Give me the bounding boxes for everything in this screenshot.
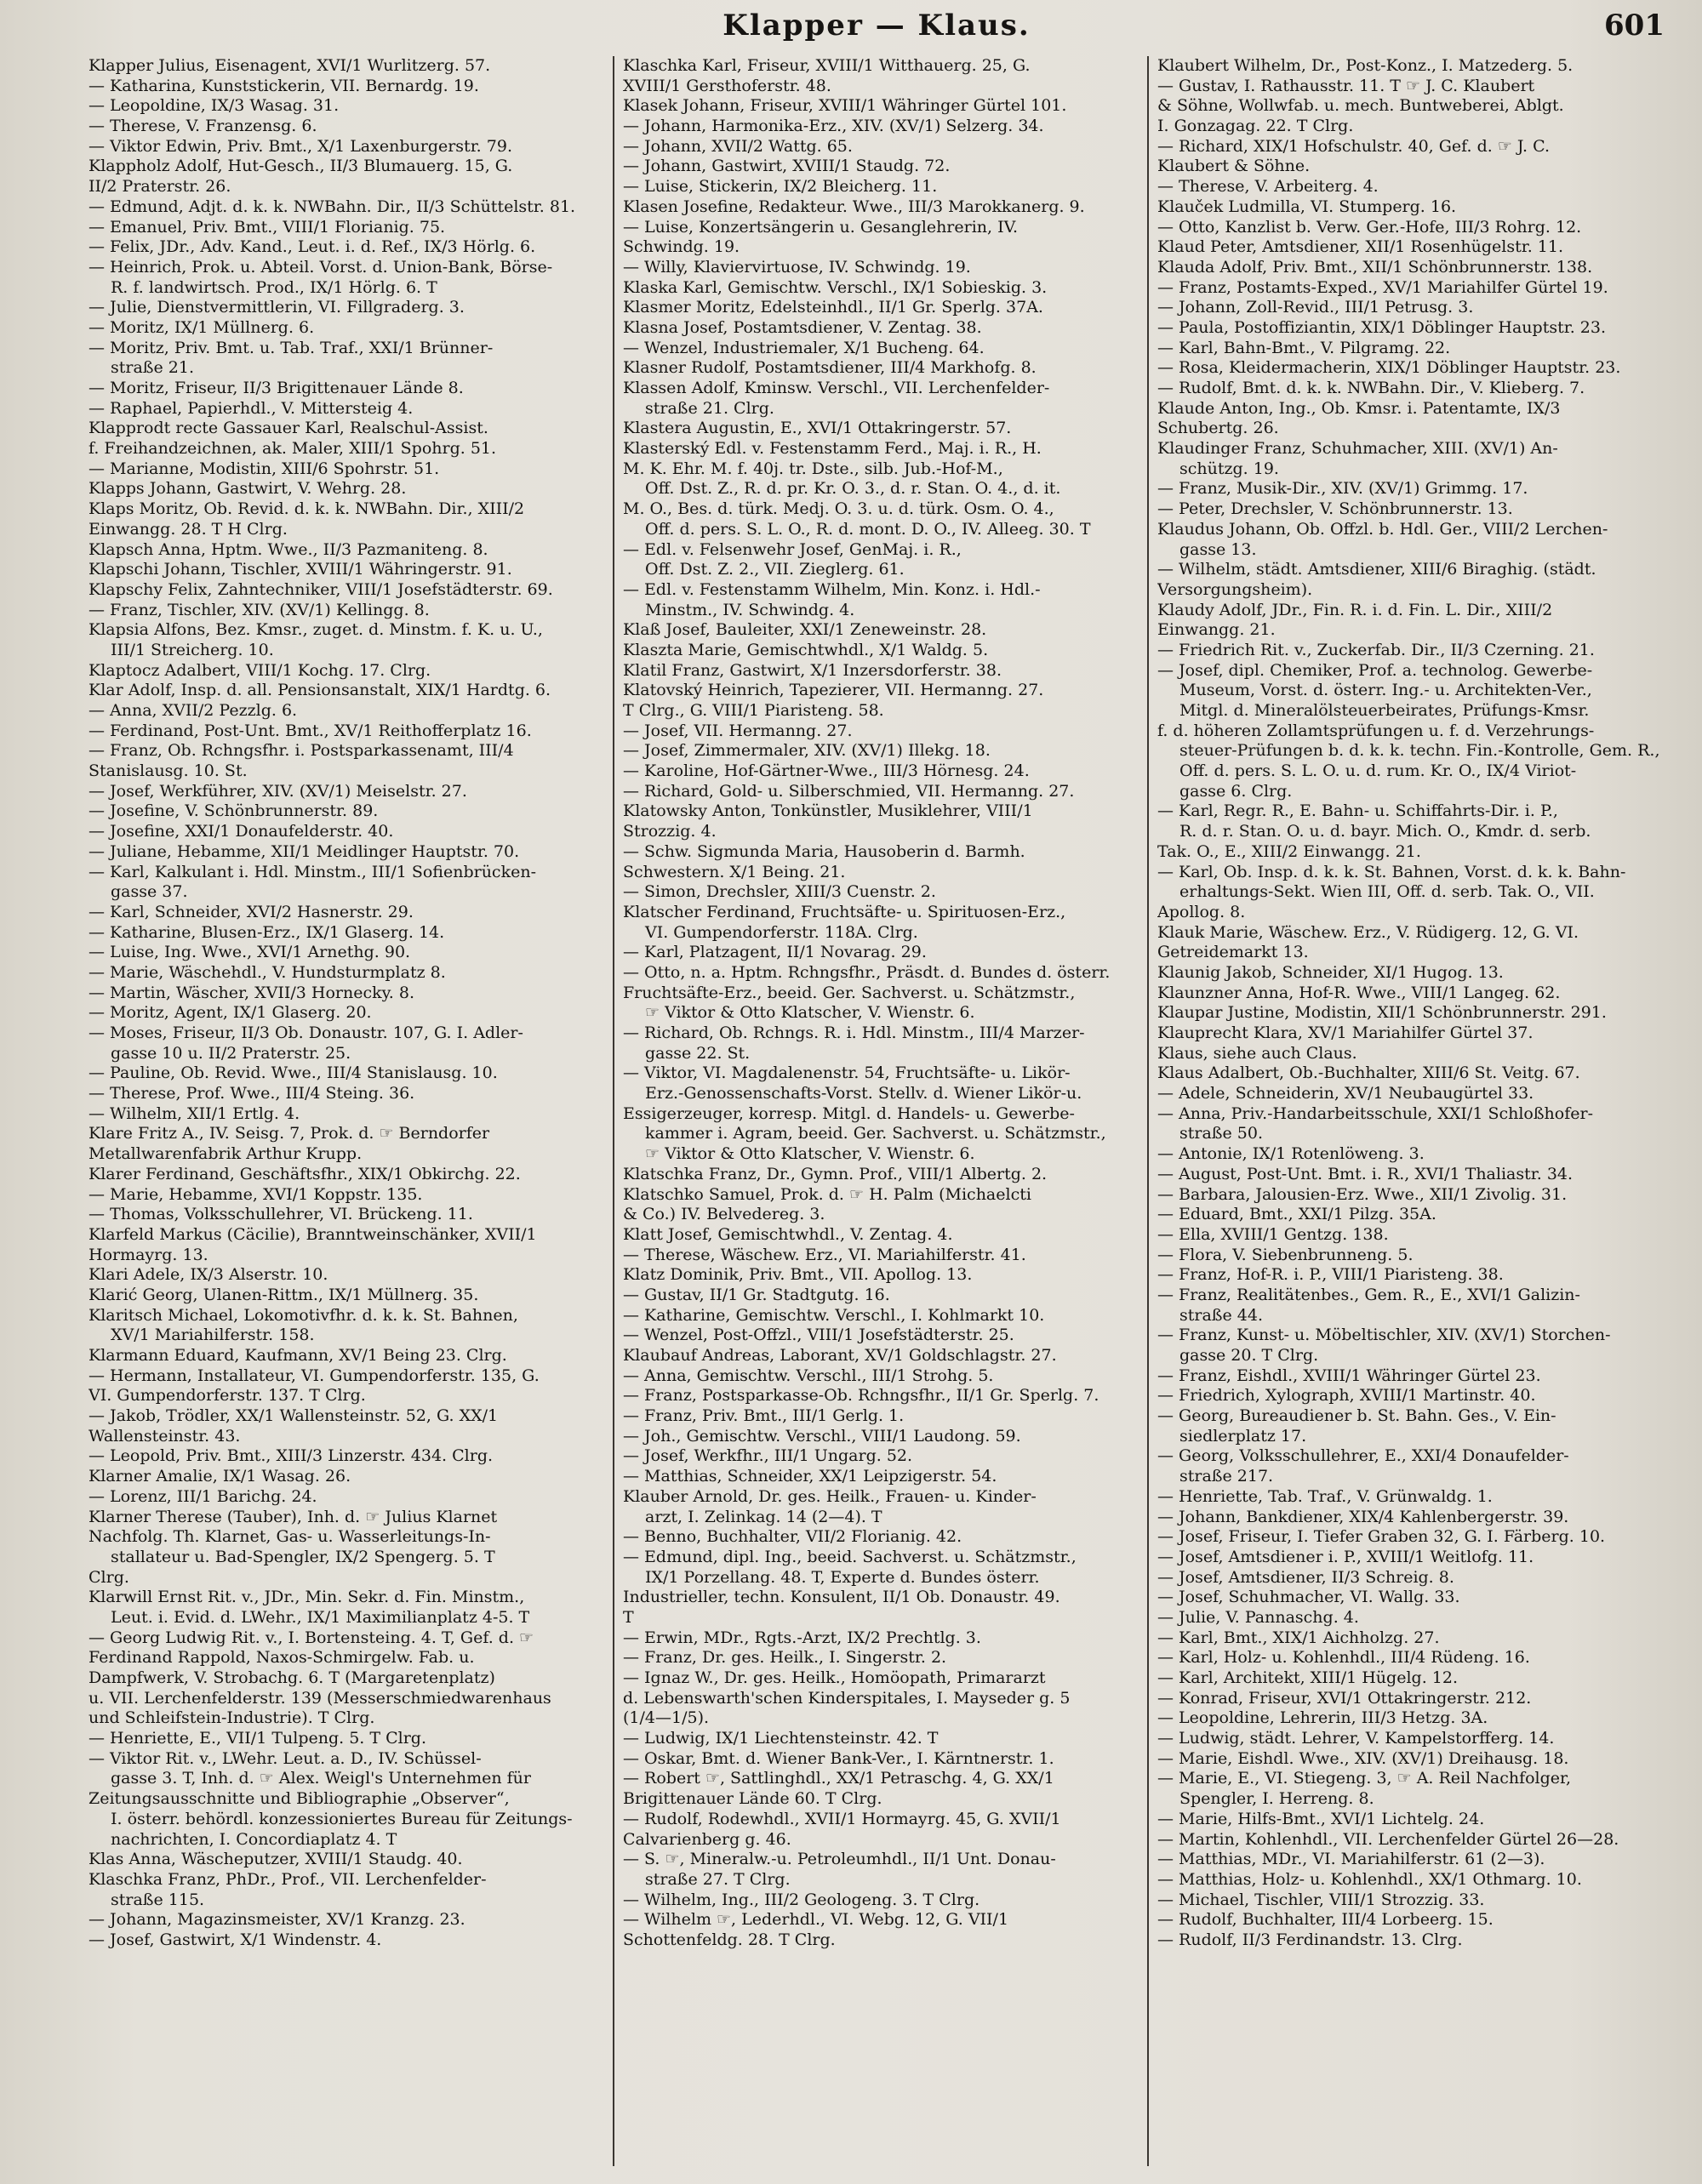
directory-entry-line: — Wilhelm, Ing., III/2 Geologeng. 3. T Clrg. — [623, 1890, 980, 1909]
directory-entry-line: — Juliane, Hebamme, XII/1 Meidlinger Hauptstr. 70. — [89, 841, 520, 861]
directory-entry-line: Wallensteinstr. 43. — [89, 1426, 241, 1446]
directory-entry-line: — Adele, Schneiderin, XV/1 Neubaugürtel 33. — [1157, 1084, 1534, 1103]
directory-entry-line: — Therese, V. Franzensg. 6. — [89, 117, 317, 136]
running-head: Klapper — Klaus. — [722, 9, 1031, 43]
directory-entry-line: — Matthias, MDr., VI. Mariahilferstr. 61 (2—3). — [1157, 1850, 1545, 1869]
directory-entry-line: — Lorenz, III/1 Barichg. 24. — [89, 1486, 317, 1506]
directory-entry-line: — Karl, Bmt., XIX/1 Aichholzg. 27. — [1157, 1628, 1440, 1647]
directory-entry-line: — Franz, Ob. Rchngsfhr. i. Postsparkassenamt, III/4 — [89, 741, 514, 761]
directory-entry-line: R. f. landwirtsch. Prod., IX/1 Hörlg. 6. T — [111, 277, 437, 297]
directory-entry-line: Brigittenauer Lände 60. T Clrg. — [623, 1789, 882, 1809]
directory-entry-line: — Josef, Friseur, I. Tiefer Graben 32, G. I. Färberg. 10. — [1157, 1527, 1606, 1547]
directory-entry-line: — Franz, Eishdl., XVIII/1 Währinger Gürtel 23. — [1157, 1366, 1541, 1385]
directory-entry-line: f. Freihandzeichnen, ak. Maler, XIII/1 Spohrg. 51. — [89, 439, 497, 459]
directory-entry-line: — Edmund, Adjt. d. k. k. NWBahn. Dir., II/3 Schüttelstr. 81. — [89, 197, 576, 216]
directory-entry-line: — Wilhelm, XII/1 Ertlg. 4. — [89, 1103, 300, 1123]
directory-entry-line: — Konrad, Friseur, XVI/1 Ottakringerstr. 212. — [1157, 1688, 1532, 1708]
directory-entry-line: Klaß Josef, Bauleiter, XXI/1 Zeneweinstr. 28. — [623, 620, 987, 640]
directory-entry-line: — Josefine, XXI/1 Donaufelderstr. 40. — [89, 822, 394, 841]
directory-entry-line: gasse 13. — [1179, 539, 1257, 559]
directory-entry-line: — Friedrich Rit. v., Zuckerfab. Dir., II/3 Czerning. 21. — [1157, 640, 1595, 659]
directory-entry-line: Dampfwerk, V. Strobachg. 6. T (Margaretenplatz) — [89, 1668, 495, 1687]
directory-entry-line: — Erwin, MDr., Rgts.-Arzt, IX/2 Prechtlg. 3. — [623, 1628, 981, 1647]
directory-entry-line: Klapschi Johann, Tischler, XVIII/1 Währingerstr. 91. — [89, 560, 512, 579]
directory-entry-line: — Moritz, Friseur, II/3 Brigittenauer Lände 8. — [89, 379, 464, 397]
directory-entry-line: M. K. Ehr. M. f. 40j. tr. Dste., silb. Jub.-Hof-M., — [623, 459, 1003, 478]
directory-entry-line: Einwangg. 21. — [1157, 620, 1276, 640]
directory-entry-line: — Heinrich, Prok. u. Abteil. Vorst. d. Union-Bank, Börse- — [89, 257, 553, 277]
directory-entry-line: R. d. r. Stan. O. u. d. bayr. Mich. O., Kmdr. d. serb. — [1179, 822, 1591, 841]
directory-entry-line: — Luise, Konzertsängerin u. Gesanglehrerin, IV. — [623, 217, 1019, 237]
directory-entry-line: — Rudolf, Buchhalter, III/4 Lorbeerg. 15. — [1157, 1910, 1494, 1930]
columns — [89, 56, 1676, 2175]
directory-entry-line: — Anna, Priv.-Handarbeitsschule, XXI/1 Schloßhofer- — [1157, 1103, 1594, 1123]
directory-entry-line: — Georg, Volksschullehrer, E., XXI/4 Donaufelder- — [1157, 1446, 1569, 1466]
directory-entry-line: — Otto, Kanzlist b. Verw. Ger.-Hofe, III/3 Rohrg. 12. — [1157, 217, 1582, 237]
directory-entry-line: — Hermann, Installateur, VI. Gumpendorferstr. 135, G. — [89, 1366, 540, 1385]
directory-entry-line: — Karl, Regr. R., E. Bahn- u. Schiffahrts-Dir. i. P., — [1157, 801, 1558, 821]
directory-entry-line: — Josefine, V. Schönbrunnerstr. 89. — [89, 801, 379, 821]
directory-entry-line: Klaska Karl, Gemischtw. Verschl., IX/1 Sobieskig. 3. — [623, 277, 1048, 297]
directory-entry-line: — Franz, Postamts-Exped., XV/1 Mariahilfer Gürtel 19. — [1157, 277, 1608, 297]
directory-entry-line: — Josef, dipl. Chemiker, Prof. a. technolog. Gewerbe- — [1157, 660, 1593, 680]
directory-entry-line: — Ludwig, städt. Lehrer, V. Kampelstorfferg. 14. — [1157, 1729, 1555, 1748]
directory-entry-line: — Josef, Gastwirt, X/1 Windenstr. 4. — [89, 1930, 382, 1949]
directory-entry-line: — Josef, Zimmermaler, XIV. (XV/1) Illekg. 18. — [623, 741, 991, 761]
directory-entry-line: — Jakob, Trödler, XX/1 Wallensteinstr. 52, G. XX/1 — [89, 1406, 499, 1426]
directory-entry-line: Leut. i. Evid. d. LWehr., IX/1 Maximilianplatz 4-5. T — [111, 1607, 530, 1627]
directory-entry-line: Klaritsch Michael, Lokomotivfhr. d. k. k. St. Bahnen, — [89, 1305, 518, 1325]
directory-entry-line: XV/1 Mariahilferstr. 158. — [111, 1326, 315, 1345]
directory-entry-line: — Richard, Ob. Rchngs. R. i. Hdl. Minstm., III/4 Marzer- — [623, 1024, 1085, 1042]
directory-entry-line: Hormayrg. 13. — [89, 1245, 208, 1264]
directory-entry-line: Schwestern. X/1 Being. 21. — [623, 862, 846, 881]
directory-entry-line: — Josef, Amtsdiener, II/3 Schreig. 8. — [1157, 1567, 1454, 1587]
directory-entry-line: straße 217. — [1179, 1467, 1274, 1486]
directory-entry-line: — Leopoldine, Lehrerin, III/3 Hetzg. 3A. — [1157, 1708, 1488, 1728]
directory-entry-line: f. d. höheren Zollamtsprüfungen u. f. d. Verzehrungs- — [1157, 721, 1595, 740]
directory-entry-line: Klapps Johann, Gastwirt, V. Wehrg. 28. — [89, 479, 407, 499]
directory-entry-line: Klatovský Heinrich, Tapezierer, VII. Hermanng. 27. — [623, 681, 1044, 700]
directory-entry-line: gasse 37. — [111, 882, 188, 902]
directory-entry-line: Klaus Adalbert, Ob.-Buchhalter, XIII/6 St. Veitg. 67. — [1157, 1063, 1580, 1083]
directory-entry-line: Klaubert & Söhne. — [1157, 157, 1311, 176]
column-right — [1157, 56, 1668, 2175]
directory-entry-line: — Anna, XVII/2 Pezzlg. 6. — [89, 701, 298, 720]
directory-entry-line: nachrichten, I. Concordiaplatz 4. T — [111, 1829, 397, 1849]
directory-entry-line: Zeitungsausschnitte und Bibliographie „Observer“, — [89, 1789, 510, 1809]
directory-entry-line: — Robert ☞, Sattlinghdl., XX/1 Petraschg. 4, G. XX/1 — [623, 1769, 1054, 1788]
directory-entry-line: siedlerplatz 17. — [1179, 1426, 1307, 1446]
directory-entry-line: gasse 10 u. II/2 Praterstr. 25. — [111, 1043, 351, 1063]
directory-entry-line: — Wenzel, Industriemaler, X/1 Bucheng. 64. — [623, 338, 985, 357]
directory-entry-line: (1/4—1/5). — [623, 1708, 710, 1728]
directory-entry-line: — Therese, Prof. Wwe., III/4 Steing. 36. — [89, 1084, 415, 1103]
directory-entry-line: T — [623, 1607, 634, 1627]
directory-entry-line: — Moritz, IX/1 Müllnerg. 6. — [89, 317, 315, 337]
directory-entry-line: — Moritz, Agent, IX/1 Glaserg. 20. — [89, 1003, 372, 1023]
directory-entry-line: — Johann, XVII/2 Wattg. 65. — [623, 136, 853, 156]
directory-entry-line: Klaupar Justine, Modistin, XII/1 Schönbrunnerstr. 291. — [1157, 1003, 1607, 1023]
directory-entry-line: Klare Fritz A., IV. Seisg. 7, Prok. d. ☞ Berndorfer — [89, 1124, 490, 1143]
directory-entry-line: — Karl, Platzagent, II/1 Novarag. 29. — [623, 943, 927, 962]
directory-entry-line: Klaudus Johann, Ob. Offzl. b. Hdl. Ger., VIII/2 Lerchen- — [1157, 519, 1608, 539]
directory-entry-line: Klari Adele, IX/3 Alserstr. 10. — [89, 1265, 328, 1285]
directory-entry-line: I. Gonzagag. 22. T Clrg. — [1157, 117, 1354, 136]
directory-entry-line: — Schw. Sigmunda Maria, Hausoberin d. Barmh. — [623, 841, 1025, 861]
directory-entry-line: Schubertg. 26. — [1157, 419, 1279, 438]
directory-entry-line: Fruchtsäfte-Erz., beeid. Ger. Sachverst. u. Schätzmstr., — [623, 983, 1076, 1002]
directory-entry-line: Klaude Anton, Ing., Ob. Kmsr. i. Patentamte, IX/3 — [1157, 398, 1561, 418]
directory-entry-line: straße 44. — [1179, 1305, 1263, 1325]
directory-entry-line: — Franz, Postsparkasse-Ob. Rchngsfhr., II/1 Gr. Sperlg. 7. — [623, 1386, 1099, 1406]
directory-entry-line: gasse 20. T Clrg. — [1179, 1346, 1319, 1365]
directory-entry-line: Klapschy Felix, Zahntechniker, VIII/1 Josefstädterstr. 69. — [89, 579, 553, 599]
directory-entry-line: — Karl, Schneider, XVI/2 Hasnerstr. 29. — [89, 902, 414, 921]
directory-entry-line: Klaudy Adolf, JDr., Fin. R. i. d. Fin. L. Dir., XIII/2 — [1157, 600, 1553, 619]
directory-entry-line: — Viktor Rit. v., LWehr. Leut. a. D., IV. Schüssel- — [89, 1748, 482, 1768]
directory-entry-line: Mitgl. d. Mineralölsteuerbeirates, Prüfungs-Kmsr. — [1179, 701, 1590, 720]
directory-entry-line: — Barbara, Jalousien-Erz. Wwe., XII/1 Zivolig. 31. — [1157, 1184, 1568, 1204]
directory-entry-line: — Leopoldine, IX/3 Wasag. 31. — [89, 96, 340, 116]
directory-entry-line: Klaschka Franz, PhDr., Prof., VII. Lerchenfelder- — [89, 1869, 487, 1889]
directory-entry-line: Klatz Dominik, Priv. Bmt., VII. Apollog. 13. — [623, 1265, 973, 1285]
directory-entry-line: Calvarienberg g. 46. — [623, 1829, 791, 1849]
directory-entry-line: Klasna Josef, Postamtsdiener, V. Zentag. 38. — [623, 317, 982, 337]
directory-entry-line: — Matthias, Holz- u. Kohlenhdl., XX/1 Othmarg. 10. — [1157, 1869, 1582, 1889]
directory-entry-line: — Viktor Edwin, Priv. Bmt., X/1 Laxenburgerstr. 79. — [89, 136, 512, 156]
directory-entry-line: — Johann, Bankdiener, XIX/4 Kahlenbergerstr. 39. — [1157, 1507, 1569, 1526]
directory-entry-line: XVIII/1 Gersthoferstr. 48. — [623, 76, 831, 95]
directory-entry-line: — Wenzel, Post-Offzl., VIII/1 Josefstädterstr. 25. — [623, 1326, 1014, 1345]
directory-entry-line: Klaudinger Franz, Schuhmacher, XIII. (XV/1) An- — [1157, 439, 1558, 459]
directory-entry-line: Off. Dst. Z., R. d. pr. Kr. O. 3., d. r. Stan. O. 4., d. it. — [645, 479, 1061, 499]
column-left — [89, 56, 599, 2175]
directory-entry-line: Klauček Ludmilla, VI. Stumperg. 16. — [1157, 197, 1457, 216]
directory-entry-line: — Josef, VII. Hermanng. 27. — [623, 721, 853, 740]
directory-entry-line: — Ella, XVIII/1 Gentzg. 138. — [1157, 1224, 1389, 1244]
directory-entry-line: — Franz, Realitätenbes., Gem. R., E., XVI/1 Galizin- — [1157, 1285, 1580, 1304]
directory-entry-line: — Rosa, Kleidermacherin, XIX/1 Döblinger Hauptstr. 23. — [1157, 358, 1621, 378]
directory-entry-line: — Katharine, Gemischtw. Verschl., I. Kohlmarkt 10. — [623, 1305, 1045, 1325]
directory-entry-line: Klassen Adolf, Kminsw. Verschl., VII. Lerchenfelder- — [623, 379, 1050, 397]
directory-entry-line: & Söhne, Wollwfab. u. mech. Buntweberei, Ablgt. — [1157, 96, 1564, 116]
directory-entry-line: Klarić Georg, Ulanen-Rittm., IX/1 Müllnerg. 35. — [89, 1285, 479, 1304]
directory-entry-line: Klaunzner Anna, Hof-R. Wwe., VIII/1 Langeg. 62. — [1157, 983, 1561, 1002]
directory-entry-line: Essigerzeuger, korresp. Mitgl. d. Handels- u. Gewerbe- — [623, 1103, 1075, 1123]
directory-entry-line: — Marie, Eishdl. Wwe., XIV. (XV/1) Dreihausg. 18. — [1157, 1748, 1569, 1768]
directory-entry-line: Tak. O., E., XIII/2 Einwangg. 21. — [1157, 841, 1421, 861]
directory-entry-line: — Julie, V. Pannaschg. 4. — [1157, 1607, 1359, 1627]
directory-entry-line: straße 50. — [1179, 1124, 1263, 1143]
directory-entry-line: — Marianne, Modistin, XIII/6 Spohrstr. 51. — [89, 459, 440, 478]
directory-entry-line: Klar Adolf, Insp. d. all. Pensionsanstalt, XIX/1 Hardtg. 6. — [89, 681, 551, 700]
directory-entry-line: Schottenfeldg. 28. T Clrg. — [623, 1930, 836, 1949]
directory-entry-line: — Willy, Klaviervirtuose, IV. Schwindg. 19. — [623, 257, 971, 277]
directory-entry-line: — Matthias, Schneider, XX/1 Leipzigerstr. 54. — [623, 1467, 997, 1486]
directory-entry-line: VI. Gumpendorferstr. 137. T Clrg. — [89, 1386, 366, 1406]
directory-entry-line: — Edmund, dipl. Ing., beeid. Sachverst. u. Schätzmstr., — [623, 1547, 1077, 1566]
directory-entry-line: — Edl. v. Felsenwehr Josef, GenMaj. i. R., — [623, 539, 962, 559]
directory-entry-line: — Luise, Ing. Wwe., XVI/1 Arnethg. 90. — [89, 943, 411, 962]
directory-entry-line: Klauda Adolf, Priv. Bmt., XII/1 Schönbrunnerstr. 138. — [1157, 257, 1593, 277]
directory-entry-line: Klapsia Alfons, Bez. Kmsr., zuget. d. Minstm. f. K. u. U., — [89, 620, 543, 640]
directory-entry-line: Strozzig. 4. — [623, 822, 717, 841]
directory-entry-line: — Franz, Musik-Dir., XIV. (XV/1) Grimmg. 17. — [1157, 479, 1528, 499]
directory-entry-line: Klas Anna, Wäscheputzer, XVIII/1 Staudg. 40. — [89, 1850, 463, 1869]
directory-entry-line: Klarner Amalie, IX/1 Wasag. 26. — [89, 1467, 351, 1486]
directory-entry-line: gasse 22. St. — [645, 1043, 751, 1063]
directory-entry-line: — S. ☞, Mineralw.-u. Petroleumhdl., II/1 Unt. Donau- — [623, 1850, 1056, 1869]
directory-entry-line: — Josef, Schuhmacher, VI. Wallg. 33. — [1157, 1588, 1460, 1607]
directory-entry-line: Klapper Julius, Eisenagent, XVI/1 Wurlitzerg. 57. — [89, 56, 491, 75]
directory-entry-line: — Peter, Drechsler, V. Schönbrunnerstr. 13. — [1157, 499, 1513, 519]
directory-entry-line: — Karl, Holz- u. Kohlenhdl., III/4 Rüdeng. 16. — [1157, 1648, 1530, 1668]
directory-entry-line: — Wilhelm ☞, Lederhdl., VI. Webg. 12, G. VII/1 — [623, 1910, 1009, 1930]
directory-entry-line: Klaptocz Adalbert, VIII/1 Kochg. 17. Clrg. — [89, 660, 431, 680]
directory-entry-line: M. O., Bes. d. türk. Medj. O. 3. u. d. türk. Osm. O. 4., — [623, 499, 1054, 519]
directory-entry-line: — Karoline, Hof-Gärtner-Wwe., III/3 Hörnesg. 24. — [623, 761, 1030, 781]
directory-entry-line: — Viktor, VI. Magdalenenstr. 54, Fruchtsäfte- u. Likör- — [623, 1063, 1071, 1083]
directory-entry-line: arzt, I. Zelinkag. 14 (2—4). T — [645, 1507, 882, 1526]
directory-entry-line: — Franz, Hof-R. i. P., VIII/1 Piaristeng. 38. — [1157, 1265, 1504, 1285]
directory-entry-line: — Flora, V. Siebenbrunneng. 5. — [1157, 1245, 1414, 1264]
directory-entry-line: Getreidemarkt 13. — [1157, 943, 1309, 962]
directory-entry-line: — Georg Ludwig Rit. v., I. Bortensteing. 4. T, Gef. d. ☞ — [89, 1628, 534, 1647]
directory-entry-line: u. VII. Lerchenfelderstr. 139 (Messerschmiedwarenhaus — [89, 1688, 551, 1708]
directory-entry-line: schützg. 19. — [1179, 459, 1279, 478]
directory-entry-line: Nachfolg. Th. Klarnet, Gas- u. Wasserleitungs-In- — [89, 1527, 491, 1547]
directory-entry-line: — Antonie, IX/1 Rotenlöweng. 3. — [1157, 1144, 1425, 1164]
directory-entry-line: Klaubauf Andreas, Laborant, XV/1 Goldschlagstr. 27. — [623, 1346, 1057, 1365]
directory-entry-line: — Franz, Priv. Bmt., III/1 Gerlg. 1. — [623, 1406, 905, 1426]
directory-entry-line: Klauber Arnold, Dr. ges. Heilk., Frauen- u. Kinder- — [623, 1486, 1037, 1506]
directory-entry-line: Off. d. pers. S. L. O., R. d. mont. D. O., IV. Alleeg. 30. T — [645, 519, 1091, 539]
directory-entry-line: Minstm., IV. Schwindg. 4. — [645, 600, 855, 619]
directory-entry-line: — Johann, Gastwirt, XVIII/1 Staudg. 72. — [623, 157, 951, 176]
directory-entry-line: — Johann, Harmonika-Erz., XIV. (XV/1) Selzerg. 34. — [623, 117, 1044, 136]
page-header — [77, 3, 1676, 54]
directory-entry-line: Klauk Marie, Wäschew. Erz., V. Rüdigerg. 12, G. VI. — [1157, 922, 1579, 942]
directory-entry-line: Schwindg. 19. — [623, 237, 740, 257]
directory-entry-line: straße 27. T Clrg. — [645, 1869, 791, 1889]
directory-entry-line: — Leopold, Priv. Bmt., XIII/3 Linzerstr. 434. Clrg. — [89, 1446, 494, 1466]
directory-entry-line: Klarer Ferdinand, Geschäftsfhr., XIX/1 Obkirchg. 22. — [89, 1164, 521, 1183]
directory-entry-line: — Richard, Gold- u. Silberschmied, VII. Hermanng. 27. — [623, 781, 1075, 801]
directory-entry-line: d. Lebenswarth'schen Kinderspitales, I. Mayseder g. 5 — [623, 1688, 1071, 1708]
directory-entry-line: Klapprodt recte Gassauer Karl, Realschul-Assist. — [89, 419, 488, 438]
directory-entry-line: — Michael, Tischler, VIII/1 Strozzig. 33. — [1157, 1890, 1485, 1909]
directory-entry-line: — Therese, Wäschew. Erz., VI. Mariahilferstr. 41. — [623, 1245, 1026, 1264]
directory-entry-line: — Otto, n. a. Hptm. Rchngsfhr., Präsdt. d. Bundes d. österr. — [623, 962, 1111, 982]
directory-entry-line: Klatowsky Anton, Tonkünstler, Musiklehrer, VIII/1 — [623, 801, 1033, 821]
directory-entry-line: — Marie, Wäschehdl., V. Hundsturmplatz 8. — [89, 962, 446, 982]
directory-entry-line: — Benno, Buchhalter, VII/2 Florianig. 42. — [623, 1527, 962, 1547]
directory-entry-line: Klastera Augustin, E., XVI/1 Ottakringerstr. 57. — [623, 419, 1012, 438]
directory-entry-line: — Pauline, Ob. Revid. Wwe., III/4 Stanislausg. 10. — [89, 1063, 498, 1083]
directory-entry-line: — Katharine, Blusen-Erz., IX/1 Glaserg. 14. — [89, 922, 445, 942]
directory-entry-line: Klappholz Adolf, Hut-Gesch., II/3 Blumauerg. 15, G. — [89, 157, 513, 176]
directory-entry-line: — Gustav, II/1 Gr. Stadtgutg. 16. — [623, 1285, 890, 1304]
directory-entry-line: — Henriette, Tab. Traf., V. Grünwaldg. 1. — [1157, 1486, 1493, 1506]
directory-entry-line: straße 21. Clrg. — [645, 398, 774, 418]
directory-entry-line: Spengler, I. Herreng. 8. — [1179, 1789, 1374, 1809]
directory-entry-line: Klaus, siehe auch Claus. — [1157, 1043, 1357, 1063]
directory-entry-line: — Johann, Magazinsmeister, XV/1 Kranzg. 23. — [89, 1910, 465, 1930]
directory-entry-line: — Wilhelm, städt. Amtsdiener, XIII/6 Biraghig. (städt. — [1157, 560, 1596, 579]
directory-entry-line: Off. d. pers. S. L. O. u. d. rum. Kr. O., IX/4 Viriot- — [1179, 761, 1577, 781]
directory-entry-line: III/1 Streicherg. 10. — [111, 640, 274, 659]
directory-entry-line: und Schleifstein-Industrie). T Clrg. — [89, 1708, 375, 1728]
directory-entry-line: Klatil Franz, Gastwirt, X/1 Inzersdorferstr. 38. — [623, 660, 1002, 680]
directory-entry-line: — Franz, Dr. ges. Heilk., I. Singerstr. 2. — [623, 1648, 947, 1668]
directory-entry-line: erhaltungs-Sekt. Wien III, Off. d. serb. Tak. O., VII. — [1179, 882, 1595, 902]
directory-entry-line: stallateur u. Bad-Spengler, IX/2 Spengerg. 5. T — [111, 1547, 495, 1566]
directory-entry-line: straße 21. — [111, 358, 194, 378]
directory-entry-line: kammer i. Agram, beeid. Ger. Sachverst. u. Schätzmstr., — [645, 1124, 1106, 1143]
directory-entry-line: — Henriette, E., VII/1 Tulpeng. 5. T Clrg. — [89, 1729, 426, 1748]
directory-entry-line: Klasterský Edl. v. Festenstamm Ferd., Maj. i. R., H. — [623, 439, 1042, 459]
directory-entry-line: — Karl, Architekt, XIII/1 Hügelg. 12. — [1157, 1668, 1458, 1687]
directory-entry-line: Metallwarenfabrik Arthur Krupp. — [89, 1144, 363, 1164]
directory-entry-line: I. österr. behördl. konzessioniertes Bureau für Zeitungs- — [111, 1809, 573, 1828]
directory-entry-line: Klarfeld Markus (Cäcilie), Branntweinschänker, XVII/1 — [89, 1224, 537, 1244]
directory-entry-line: Erz.-Genossenschafts-Vorst. Stellv. d. Wiener Likör-u. — [645, 1084, 1082, 1103]
directory-entry-line: — Rudolf, Rodewhdl., XVII/1 Hormayrg. 45, G. XVII/1 — [623, 1809, 1061, 1828]
directory-entry-line: — Thomas, Volksschullehrer, VI. Brückeng. 11. — [89, 1205, 473, 1224]
directory-entry-line: Klatschko Samuel, Prok. d. ☞ H. Palm (Michaelcti — [623, 1184, 1031, 1204]
directory-entry-line: steuer-Prüfungen b. d. k. k. techn. Fin.-Kontrolle, Gem. R., — [1179, 741, 1660, 761]
directory-entry-line: — Karl, Kalkulant i. Hdl. Minstm., III/1 Sofienbrücken- — [89, 862, 536, 881]
directory-entry-line: Klarmann Eduard, Kaufmann, XV/1 Being 23. Clrg. — [89, 1346, 507, 1365]
directory-entry-line: — Ludwig, IX/1 Liechtensteinstr. 42. T — [623, 1729, 939, 1748]
directory-entry-line: — Marie, E., VI. Stiegeng. 3, ☞ A. Reil Nachfolger, — [1157, 1769, 1572, 1788]
directory-entry-line: — Rudolf, Bmt. d. k. k. NWBahn. Dir., V. Klieberg. 7. — [1157, 379, 1585, 397]
directory-entry-line: Versorgungsheim). — [1157, 579, 1313, 599]
directory-entry-line: — Edl. v. Festenstamm Wilhelm, Min. Konz. i. Hdl.- — [623, 579, 1041, 599]
directory-entry-line: — Joh., Gemischtw. Verschl., VIII/1 Laudong. 59. — [623, 1426, 1021, 1446]
directory-entry-line: Off. Dst. Z. 2., VII. Zieglerg. 61. — [645, 560, 905, 579]
directory-entry-line: Klaps Moritz, Ob. Revid. d. k. k. NWBahn. Dir., XIII/2 — [89, 499, 525, 519]
directory-entry-line: — Gustav, I. Rathausstr. 11. T ☞ J. C. Klaubert — [1157, 76, 1535, 95]
directory-entry-line: — Felix, JDr., Adv. Kand., Leut. i. d. Ref., IX/3 Hörlg. 6. — [89, 237, 536, 257]
directory-entry-line: T Clrg., G. VIII/1 Piaristeng. 58. — [623, 701, 884, 720]
directory-entry-line: — Raphael, Papierhdl., V. Mittersteig 4. — [89, 398, 414, 418]
directory-entry-line: Klarner Therese (Tauber), Inh. d. ☞ Julius Klarnet — [89, 1507, 498, 1526]
directory-entry-line: — Georg, Bureaudiener b. St. Bahn. Ges., V. Ein- — [1157, 1406, 1556, 1426]
directory-entry-line: Klatscher Ferdinand, Fruchtsäfte- u. Spirituosen-Erz., — [623, 902, 1066, 921]
directory-entry-line: Klasek Johann, Friseur, XVIII/1 Währinger Gürtel 101. — [623, 96, 1067, 116]
directory-entry-line: — Moses, Friseur, II/3 Ob. Donaustr. 107, G. I. Adler- — [89, 1024, 523, 1042]
directory-entry-line: — Josef, Amtsdiener i. P., XVIII/1 Weitlofg. 11. — [1157, 1547, 1534, 1566]
directory-entry-line: — Ferdinand, Post-Unt. Bmt., XV/1 Reithofferplatz 16. — [89, 721, 532, 740]
directory-entry-line: — August, Post-Unt. Bmt. i. R., XVI/1 Thaliastr. 34. — [1157, 1164, 1573, 1183]
directory-entry-line: Klaunig Jakob, Schneider, XI/1 Hugog. 13. — [1157, 962, 1504, 982]
directory-entry-line: Einwangg. 28. T H Clrg. — [89, 519, 288, 539]
directory-entry-line: Klaszta Marie, Gemischtwhdl., X/1 Waldg. 5. — [623, 640, 989, 659]
directory-entry-line: — Friedrich, Xylograph, XVIII/1 Martinstr. 40. — [1157, 1386, 1536, 1406]
directory-entry-line: Industrieller, techn. Konsulent, II/1 Ob. Donaustr. 49. — [623, 1588, 1060, 1607]
directory-entry-line: — Katharina, Kunststickerin, VII. Bernardg. 19. — [89, 76, 479, 95]
directory-entry-line: Klasmer Moritz, Edelsteinhdl., II/1 Gr. Sperlg. 37A. — [623, 298, 1043, 317]
directory-entry-line: — Julie, Dienstvermittlerin, VI. Fillgraderg. 3. — [89, 298, 465, 317]
directory-entry-line: — Richard, XIX/1 Hofschulstr. 40, Gef. d. ☞ J. C. — [1157, 136, 1551, 156]
directory-entry-line: — Simon, Drechsler, XIII/3 Cuenstr. 2. — [623, 882, 936, 902]
directory-entry-line: VI. Gumpendorferstr. 118A. Clrg. — [645, 922, 918, 942]
directory-entry-line: — Eduard, Bmt., XXI/1 Pilzg. 35A. — [1157, 1205, 1436, 1224]
directory-entry-line: — Moritz, Priv. Bmt. u. Tab. Traf., XXI/1 Brünner- — [89, 338, 494, 357]
directory-entry-line: II/2 Praterstr. 26. — [89, 177, 231, 197]
directory-entry-line: Clrg. — [89, 1567, 129, 1587]
column-middle — [623, 56, 1134, 2175]
directory-entry-line: gasse 3. T, Inh. d. ☞ Alex. Weigl's Unternehmen für — [111, 1769, 531, 1788]
directory-entry-line: Ferdinand Rappold, Naxos-Schmirgelw. Fab. u. — [89, 1648, 475, 1668]
directory-entry-line: — Rudolf, II/3 Ferdinandstr. 13. Clrg. — [1157, 1930, 1463, 1949]
directory-entry-line: Museum, Vorst. d. österr. Ing.- u. Architekten-Ver., — [1179, 681, 1592, 700]
directory-entry-line: Klaubert Wilhelm, Dr., Post-Konz., I. Matzederg. 5. — [1157, 56, 1573, 75]
directory-entry-line: gasse 6. Clrg. — [1179, 781, 1293, 801]
directory-entry-line: — Johann, Zoll-Revid., III/1 Petrusg. 3. — [1157, 298, 1474, 317]
directory-entry-line: — Karl, Ob. Insp. d. k. k. St. Bahnen, Vorst. d. k. k. Bahn- — [1157, 862, 1626, 881]
directory-entry-line: Apollog. 8. — [1157, 902, 1246, 921]
directory-entry-line: Klauprecht Klara, XV/1 Mariahilfer Gürtel 37. — [1157, 1024, 1534, 1042]
directory-entry-line: Klaschka Karl, Friseur, XVIII/1 Witthauerg. 25, G. — [623, 56, 1031, 75]
directory-entry-line: ☞ Viktor & Otto Klatscher, V. Wienstr. 6. — [645, 1144, 975, 1164]
directory-entry-line: Klaud Peter, Amtsdiener, XII/1 Rosenhügelstr. 11. — [1157, 237, 1564, 257]
directory-entry-line: Stanislausg. 10. St. — [89, 761, 248, 781]
directory-entry-line: — Marie, Hilfs-Bmt., XVI/1 Lichtelg. 24. — [1157, 1809, 1485, 1828]
directory-entry-line: — Martin, Kohlenhdl., VII. Lerchenfelder Gürtel 26—28. — [1157, 1829, 1619, 1849]
directory-entry-line: — Franz, Tischler, XIV. (XV/1) Kellingg. 8. — [89, 600, 430, 619]
directory-entry-line: — Martin, Wäscher, XVII/3 Hornecky. 8. — [89, 983, 415, 1002]
directory-entry-line: — Therese, V. Arbeiterg. 4. — [1157, 177, 1379, 197]
directory-entry-line: — Franz, Kunst- u. Möbeltischler, XIV. (XV/1) Storchen- — [1157, 1326, 1611, 1345]
directory-entry-line: Klapsch Anna, Hptm. Wwe., II/3 Pazmaniteng. 8. — [89, 539, 488, 559]
directory-entry-line: Klasen Josefine, Redakteur. Wwe., III/3 Marokkanerg. 9. — [623, 197, 1085, 216]
directory-entry-line: — Ignaz W., Dr. ges. Heilk., Homöopath, Primararzt — [623, 1668, 1046, 1687]
directory-entry-line: — Josef, Werkfhr., III/1 Ungarg. 52. — [623, 1446, 913, 1466]
directory-entry-line: — Paula, Postoffiziantin, XIX/1 Döblinger Hauptstr. 23. — [1157, 317, 1606, 337]
directory-entry-line: Klatschka Franz, Dr., Gymn. Prof., VIII/1 Albertg. 2. — [623, 1164, 1048, 1183]
directory-entry-line: — Anna, Gemischtw. Verschl., III/1 Strohg. 5. — [623, 1366, 994, 1385]
page-number: 601 — [1604, 9, 1665, 43]
directory-entry-line: straße 115. — [111, 1890, 205, 1909]
directory-entry-line: IX/1 Porzellang. 48. T, Experte d. Bundes österr. — [645, 1567, 1040, 1587]
directory-entry-line: — Oskar, Bmt. d. Wiener Bank-Ver., I. Kärntnerstr. 1. — [623, 1748, 1054, 1768]
directory-entry-line: — Karl, Bahn-Bmt., V. Pilgramg. 22. — [1157, 338, 1451, 357]
directory-entry-line: ☞ Viktor & Otto Klatscher, V. Wienstr. 6. — [645, 1003, 975, 1023]
directory-entry-line: — Emanuel, Priv. Bmt., VIII/1 Florianig. 75. — [89, 217, 446, 237]
directory-entry-line: — Josef, Werkführer, XIV. (XV/1) Meiselstr. 27. — [89, 781, 467, 801]
directory-entry-line: & Co.) IV. Belvedereg. 3. — [623, 1205, 825, 1224]
directory-entry-line: Klatt Josef, Gemischtwhdl., V. Zentag. 4. — [623, 1224, 953, 1244]
directory-entry-line: Klarwill Ernst Rit. v., JDr., Min. Sekr. d. Fin. Minstm., — [89, 1588, 525, 1607]
directory-entry-line: — Luise, Stickerin, IX/2 Bleicherg. 11. — [623, 177, 938, 197]
directory-entry-line: Klasner Rudolf, Postamtsdiener, III/4 Markhofg. 8. — [623, 358, 1037, 378]
directory-entry-line: — Marie, Hebamme, XVI/1 Koppstr. 135. — [89, 1184, 423, 1204]
